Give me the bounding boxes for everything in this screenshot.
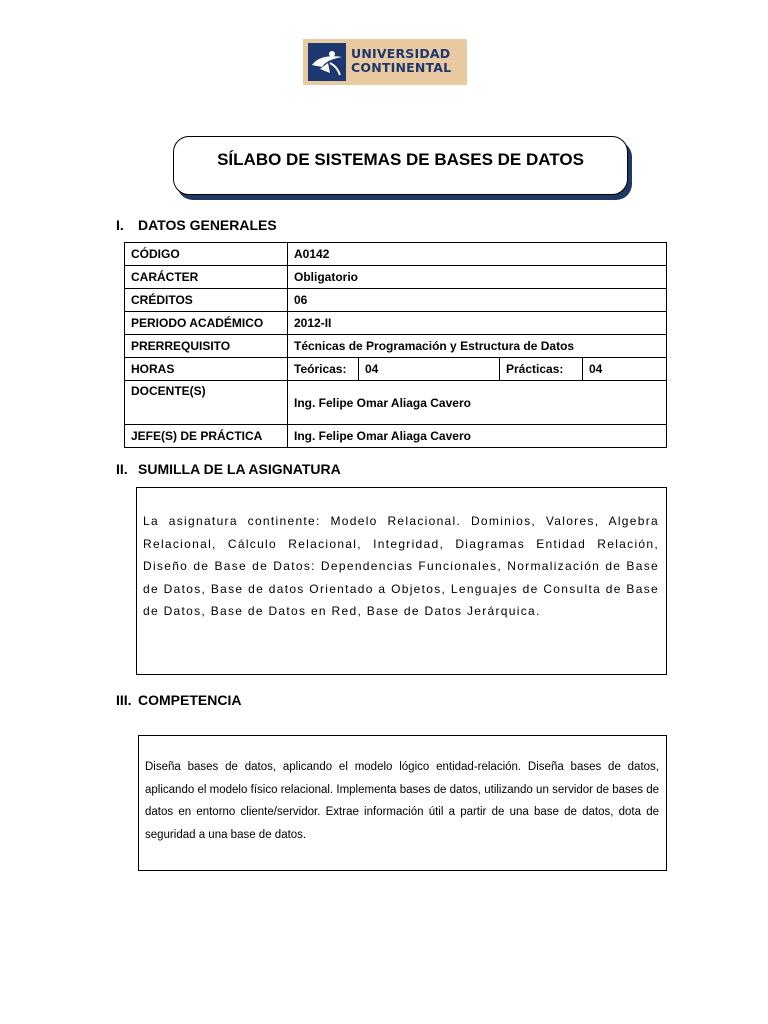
table-row: [125, 312, 667, 335]
row-label: HORAS: [125, 358, 288, 381]
table-row: [125, 243, 667, 266]
section-number: II.: [116, 461, 128, 477]
row-value: Obligatorio: [288, 266, 667, 289]
row-label: CÓDIGO: [125, 243, 288, 266]
row-value: Ing. Felipe Omar Aliaga Cavero: [288, 381, 667, 425]
logo-line-1: UNIVERSIDAD: [351, 46, 451, 61]
table-row: [125, 381, 667, 425]
competencia-text: Diseña bases de datos, aplicando el modelo lógico entidad-relación. Diseña bases de datos, aplicando el modelo físico relacional. Implementa bases de datos, utilizando un servidor de bases de datos en entorno cliente/servidor. Extrae información útil a partir de una base de datos, dota de seguridad a una base de datos.: [145, 761, 659, 841]
row-label: CRÉDITOS: [125, 289, 288, 312]
logo-wordmark: [351, 47, 451, 75]
row-value: 2012-II: [288, 312, 667, 335]
row-label: PRERREQUISITO: [125, 335, 288, 358]
table-row: [125, 358, 667, 381]
table-row: [125, 266, 667, 289]
section-label: DATOS GENERALES: [138, 217, 277, 233]
table-row: [125, 289, 667, 312]
section-number: III.: [116, 692, 132, 708]
practicas-value: 04: [583, 358, 667, 381]
section-heading-sumilla: [116, 461, 341, 477]
table-row: [125, 425, 667, 448]
row-value: 06: [288, 289, 667, 312]
table-row: [125, 335, 667, 358]
university-logo: [303, 39, 467, 85]
sumilla-text: La asignatura continente: Modelo Relacional. Dominios, Valores, Algebra Relacional, Cálculo Relacional, Integridad, Diagramas Entidad Relación, Diseño de Base de Datos: Dependencias Funcionales, Normalización de Base de Datos, Base de datos Orientado a Objetos, Lenguajes de Consulta de Base de Datos, Base de Datos en Red, Base de Datos Jerárquica.: [143, 514, 659, 618]
section-label: COMPETENCIA: [138, 692, 242, 708]
row-value: A0142: [288, 243, 667, 266]
teoricas-label: Teóricas:: [288, 358, 359, 381]
page-title: SÍLABO DE SISTEMAS DE BASES DE DATOS: [217, 150, 584, 169]
row-label: PERIODO ACADÉMICO: [125, 312, 288, 335]
row-label: DOCENTE(S): [125, 381, 288, 425]
teoricas-value: 04: [359, 358, 500, 381]
flying-figure-icon: [308, 43, 346, 81]
section-heading-datos-generales: [116, 217, 277, 233]
row-label: JEFE(S) DE PRÁCTICA: [125, 425, 288, 448]
section-heading-competencia: [116, 692, 241, 708]
row-value: Ing. Felipe Omar Aliaga Cavero: [288, 425, 667, 448]
row-label: CARÁCTER: [125, 266, 288, 289]
section-label: SUMILLA DE LA ASIGNATURA: [138, 461, 341, 477]
row-value: Técnicas de Programación y Estructura de Datos: [288, 335, 667, 358]
section-number: I.: [116, 217, 124, 233]
practicas-label: Prácticas:: [500, 358, 583, 381]
logo-line-2: CONTINENTAL: [351, 60, 452, 75]
datos-generales-table: [124, 242, 667, 448]
